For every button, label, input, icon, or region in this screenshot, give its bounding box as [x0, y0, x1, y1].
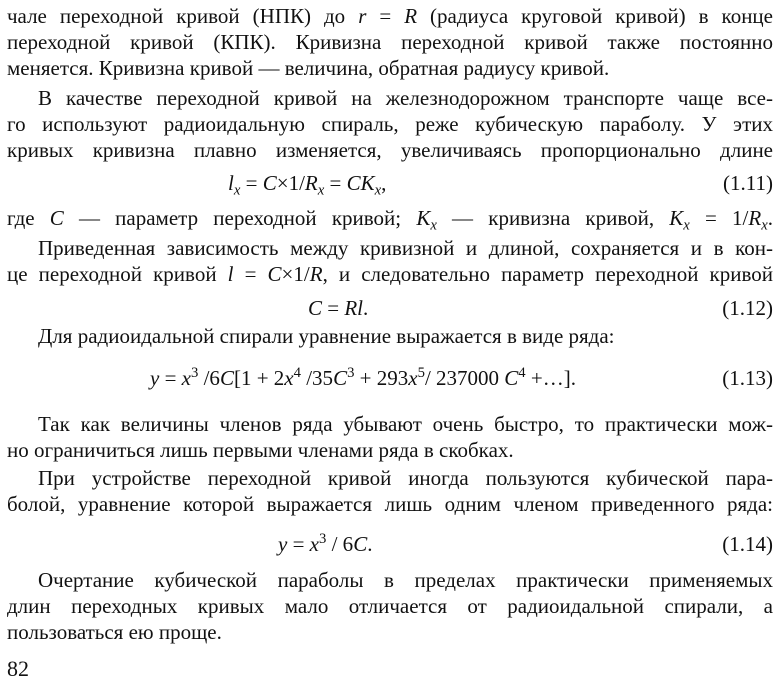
- paragraph-1-line-2: переходной кривой (КПК). Кривизна переходной кривой также постоянно: [7, 30, 773, 54]
- paragraph-6-line-1: При устройстве переходной кривой иногда пользуются кубической пара-: [38, 466, 773, 490]
- equation-number-1-11: (1.11): [723, 171, 773, 195]
- paragraph-3-line-1: Приведенная зависимость между кривизной и длиной, сохраняется и в кон-: [38, 236, 773, 260]
- paragraph-2-line-1: В качестве переходной кривой на железнодорожном транспорте чаще все-: [38, 86, 773, 110]
- equation-1-12: C = Rl.: [308, 296, 369, 320]
- equation-number-1-12: (1.12): [722, 296, 773, 320]
- equation-1-13: $y = x^3$ $/6C[1 + 2x^4$ $/35C^3 + 293x^5/$ 237000 $C^4$ +…].: [150, 364, 576, 390]
- paragraph-1-line-1: чале переходной кривой (НПК) до r = R (радиуса круговой кривой) в конце: [7, 4, 773, 28]
- where-line: где C — параметр переходной кривой; $K_x$ — кривизна кривой, $K_x = 1/R_x$.: [7, 206, 773, 234]
- paragraph-2-line-3: кривых кривизна плавно изменяется, увеличиваясь пропорционально длине: [7, 138, 773, 162]
- paragraph-2-line-2: го используют радиоидальную спираль, реже кубическую параболу. У этих: [7, 112, 773, 136]
- paragraph-3-line-2: це переходной кривой l = C×1/R, и следовательно параметр переходной кривой: [7, 262, 773, 286]
- paragraph-5-line-2: но ограничиться лишь первыми членами ряда в скобках.: [7, 438, 514, 462]
- equation-number-1-13: (1.13): [722, 366, 773, 390]
- page-number: 82: [7, 656, 29, 681]
- equation-1-14: $y = x^3 / 6C$.: [278, 530, 373, 556]
- paragraph-5-line-1: Так как величины членов ряда убывают очень быстро, то практически мож-: [38, 412, 773, 436]
- paragraph-7-line-2: длин переходных кривых мало отличается от радиоидальной спирали, а: [7, 594, 773, 618]
- paragraph-7-line-1: Очертание кубической параболы в пределах практически применяемых: [38, 568, 773, 592]
- equation-1-11: $l_x = C\times 1/R_x = CK_x$,: [228, 171, 387, 199]
- paragraph-1-line-3: меняется. Кривизна кривой — величина, обратная радиусу кривой.: [7, 56, 610, 80]
- paragraph-7-line-3: пользоваться ею проще.: [7, 620, 222, 644]
- paragraph-6-line-2: болой, уравнение которой выражается лишь одним членом приведенного ряда:: [7, 492, 773, 516]
- equation-number-1-14: (1.14): [722, 532, 773, 556]
- paragraph-4-line-1: Для радиоидальной спирали уравнение выражается в виде ряда:: [38, 324, 615, 348]
